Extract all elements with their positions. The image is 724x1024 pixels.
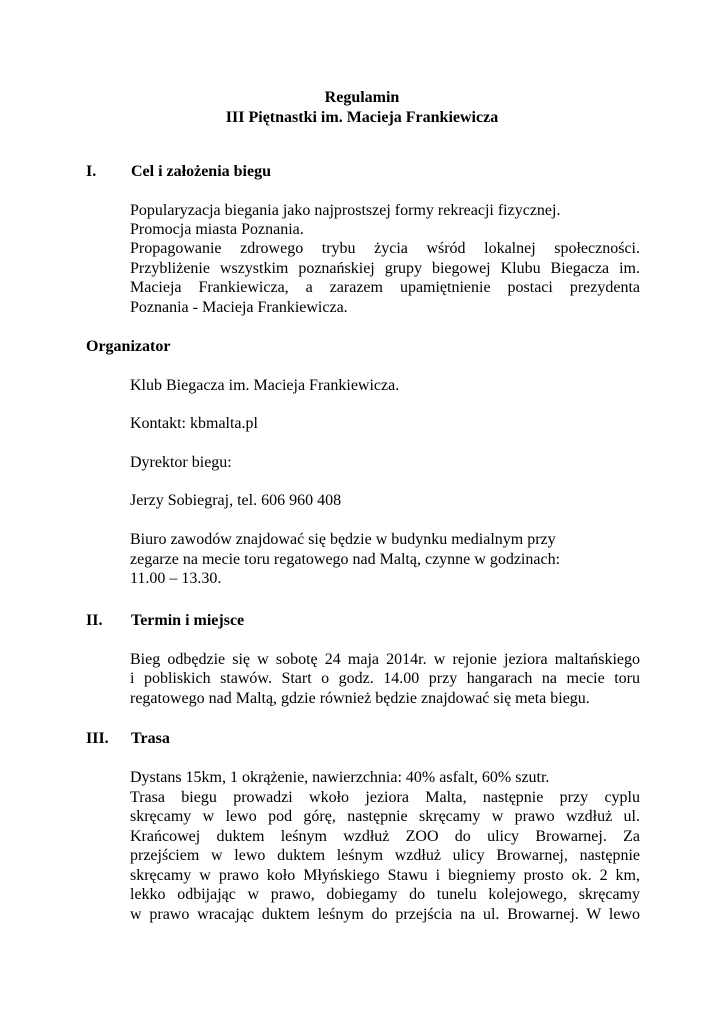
section-3-heading	[86, 729, 170, 749]
organizer-contact: Kontakt: kbmalta.pl	[130, 415, 258, 432]
section-3-title: Trasa	[131, 730, 170, 747]
section-1-line: Poznania - Macieja Frankiewicza.	[130, 299, 348, 316]
section-2-line: regatowego nad Maltą, gdzie również będzie znajdować się meta biegu.	[130, 690, 590, 707]
section-1-heading	[86, 162, 271, 182]
office-line: zegarze na mecie toru regatowego nad Maltą, czynne w godzinach:	[130, 551, 561, 568]
section-3-line: skręcamy w prawo koło Młyńskiego Stawu i biegniemy prosto ok. 2 km,	[130, 867, 640, 884]
section-2-title: Termin i miejsce	[131, 612, 245, 629]
section-3-line: w prawo wracając duktem leśnym do przejścia na ul. Browarnej. W lewo	[130, 906, 640, 923]
office-line: 11.00 – 13.30.	[130, 570, 222, 587]
office-line: Biuro zawodów znajdować się będzie w budynku medialnym przy	[130, 531, 556, 548]
section-2-heading	[86, 611, 244, 631]
section-1-line: Przybliżenie wszystkim poznańskiej grupy biegowej Klubu Biegacza im.	[130, 260, 640, 277]
section-3-line: przejściem w lewo duktem leśnym wzdłuż ulicy Browarnej, następnie	[130, 847, 640, 864]
section-2-line: i pobliskich stawów. Start o godz. 14.00 przy hangarach na mecie toru	[130, 670, 640, 687]
section-3-line: lekko odbijając w prawo, dobiegamy do tunelu kolejowego, skręcamy	[130, 886, 640, 903]
section-3-line: Krańcowej duktem leśnym wzdłuż ZOO do ulicy Browarnej. Za	[130, 828, 640, 845]
section-1-line: Propagowanie zdrowego trybu życia wśród lokalnej społeczności.	[130, 240, 640, 257]
document-title: Regulamin	[324, 89, 400, 106]
section-1-title: Cel i założenia biegu	[131, 163, 271, 180]
section-3-line: Dystans 15km, 1 okrążenie, nawierzchnia: 40% asfalt, 60% szutr.	[130, 769, 550, 786]
section-1-line: Popularyzacja biegania jako najprostszej formy rekreacji fizycznej.	[130, 202, 561, 219]
document-subtitle: III Piętnastki im. Macieja Frankiewicza	[225, 109, 499, 126]
organizer-heading: Organizator	[86, 338, 171, 355]
section-1-line: Macieja Frankiewicza, a zarazem upamiętnienie postaci prezydenta	[130, 279, 640, 296]
section-2-number: II.	[86, 612, 103, 629]
section-3-number: III.	[86, 730, 109, 747]
director-label: Dyrektor biegu:	[130, 454, 232, 471]
section-1-number: I.	[86, 163, 97, 180]
section-2-line: Bieg odbędzie się w sobotę 24 maja 2014r. w rejonie jeziora maltańskiego	[130, 651, 640, 668]
section-3-line: skręcamy w lewo pod górę, następnie skręcamy w prawo wzdłuż ul.	[130, 808, 640, 825]
section-3-line: Trasa biegu prowadzi wkoło jeziora Malta, następnie przy cyplu	[130, 789, 640, 806]
section-1-line: Promocja miasta Poznania.	[130, 221, 304, 238]
organizer-club: Klub Biegacza im. Macieja Frankiewicza.	[130, 377, 400, 394]
director-name: Jerzy Sobiegraj, tel. 606 960 408	[130, 492, 342, 509]
